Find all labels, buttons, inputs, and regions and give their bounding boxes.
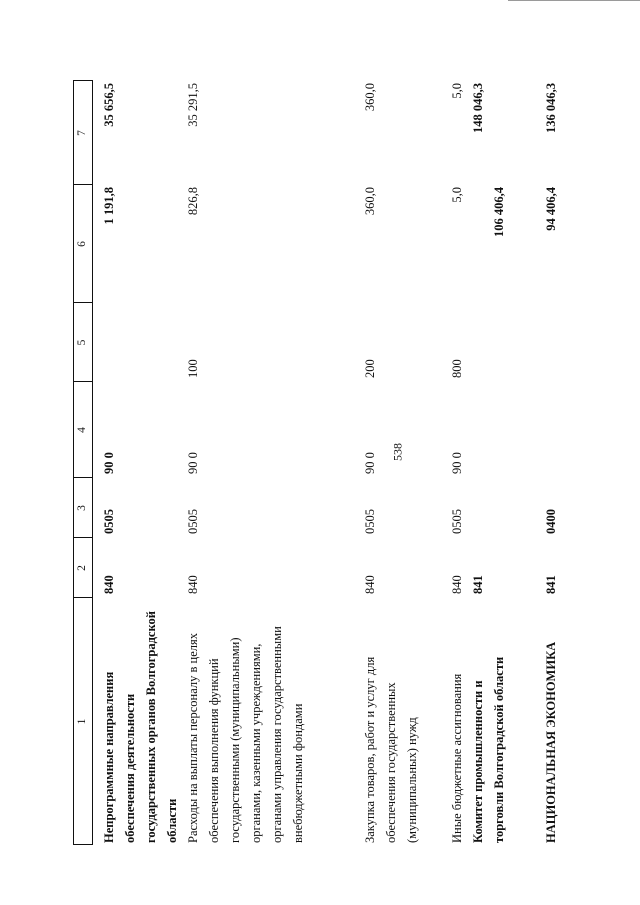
- header-col-3: 3: [76, 505, 88, 511]
- budget-table: [73, 80, 633, 845]
- row-name: Комитет промышленности и торговли Волгоградской области: [471, 656, 506, 843]
- row-code-type: 800: [450, 359, 464, 378]
- row-amount-1: 106 406,4: [492, 187, 506, 237]
- row-amount-1: 5,0: [450, 187, 464, 203]
- row-amount-2: 360,0: [363, 83, 377, 112]
- row-amount-2: 136 046,3: [544, 83, 558, 133]
- header-bottom-border: [92, 80, 93, 845]
- row-code-section: 0505: [186, 509, 200, 534]
- row-code-section: 0505: [363, 509, 377, 534]
- row-amount-1: 94 406,4: [544, 187, 558, 231]
- row-code-section: 0505: [102, 509, 116, 534]
- row-name: Закупка товаров, работ и услуг для обеспечения государственных (муниципальных) нужд: [363, 656, 419, 843]
- row-code-target: 90 0: [186, 452, 200, 474]
- row-code-section: 0505: [450, 509, 464, 534]
- row-code-type: 200: [363, 359, 377, 378]
- row-code-grbs: 841: [544, 575, 558, 594]
- row-code-grbs: 840: [186, 575, 200, 594]
- row-name: НАЦИОНАЛЬНАЯ ЭКОНОМИКА: [544, 641, 558, 843]
- page-number: 538: [390, 443, 405, 461]
- row-amount-2: 148 046,3: [471, 83, 485, 133]
- row-code-type: 100: [186, 359, 200, 378]
- table-top-border: [73, 80, 74, 845]
- row-code-grbs: 840: [102, 575, 116, 594]
- row-amount-2: 35 291,5: [186, 83, 200, 127]
- row-amount-1: 826,8: [186, 187, 200, 216]
- row-code-target: 90 0: [450, 452, 464, 474]
- row-code-target: 90 0: [102, 452, 116, 474]
- row-amount-1: 360,0: [363, 187, 377, 216]
- row-code-grbs: 841: [471, 575, 485, 594]
- row-amount-1: 1 191,8: [102, 187, 116, 225]
- header-col-1: 1: [76, 718, 88, 725]
- row-code-grbs: 840: [450, 575, 464, 594]
- row-code-grbs: 840: [363, 575, 377, 594]
- top-rule: [508, 0, 640, 1]
- row-code-target: 90 0: [363, 452, 377, 474]
- row-amount-2: 5,0: [450, 83, 464, 99]
- row-name: Расходы на выплаты персоналу в целях обеспечения выполнения функций государственными (муниципальными) органами, казенными учреждениями, органами управления государственными внебюджетными фондами: [186, 626, 305, 843]
- row-code-section: 0400: [544, 509, 558, 534]
- header-col-2: 2: [76, 565, 88, 571]
- header-col-5: 5: [76, 339, 88, 346]
- header-col-7: 7: [76, 130, 88, 136]
- header-col-6: 6: [76, 241, 88, 247]
- row-name: Иные бюджетные ассигнования: [450, 673, 464, 843]
- row-name: Непрограммные направления обеспечения деятельности государственных органов Волгоградской области: [102, 611, 179, 843]
- header-col-4: 4: [76, 427, 88, 433]
- row-amount-2: 35 656,5: [102, 83, 116, 127]
